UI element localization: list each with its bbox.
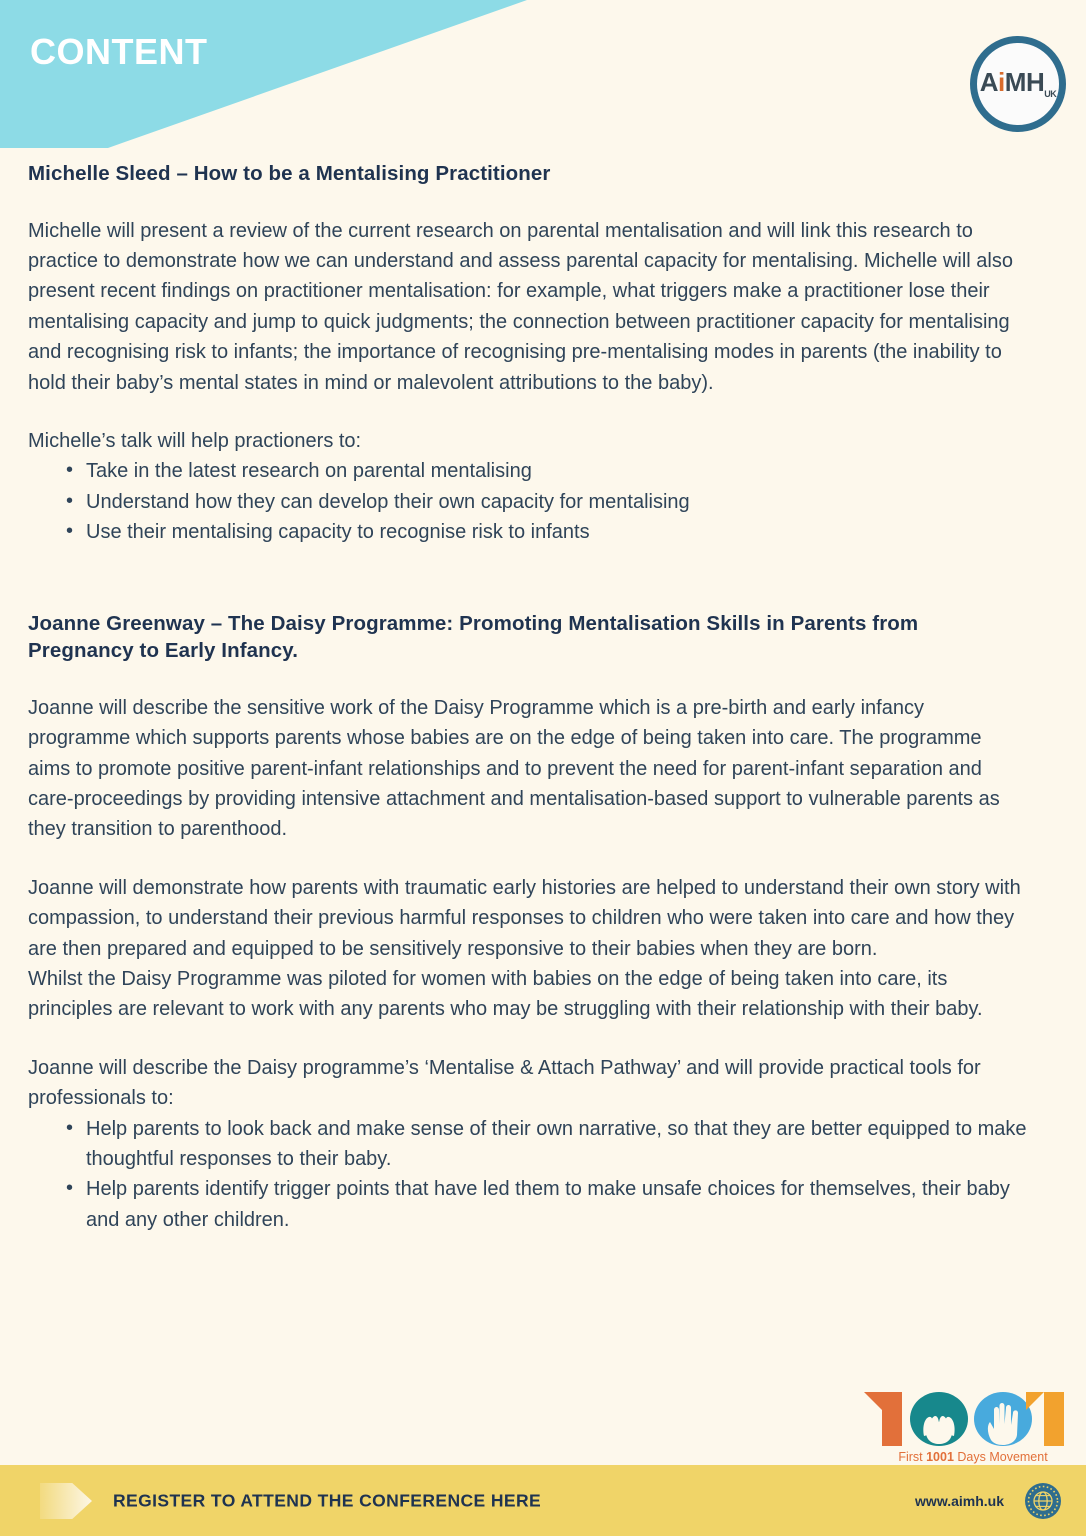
list-item: • Understand how they can develop their own capacity for mentalising — [66, 487, 1028, 517]
list-item: • Help parents to look back and make sense of their own narrative, so that they are better equipped to make thoughtful responses to their baby. — [66, 1114, 1028, 1175]
days-logo-digits — [878, 1392, 1068, 1450]
section-heading-joanne-greenway: Joanne Greenway – The Daisy Programme: Promoting Mentalisation Skills in Parents from Pregnancy to Early Infancy. — [28, 611, 919, 663]
spacer — [28, 188, 1028, 216]
website-url-label: www.aimh.uk — [915, 1492, 1004, 1509]
globe-icon[interactable] — [1024, 1482, 1062, 1520]
aimh-logo-letter-i: i — [998, 66, 1005, 97]
days-logo-caption-suffix: Days Movement — [953, 1450, 1048, 1464]
first-1001-days-movement-logo — [878, 1392, 1068, 1474]
page-footer — [0, 1465, 1086, 1536]
spacer — [28, 845, 1028, 873]
days-logo-caption-number: 1001 — [926, 1450, 954, 1464]
aimh-logo-letters-mh: MH — [1004, 66, 1045, 97]
page-title: CONTENT — [30, 31, 208, 72]
list-item: • Take in the latest research on parental mentalising — [66, 456, 1028, 486]
spacer — [28, 548, 1028, 594]
spacer — [28, 665, 1028, 693]
spacer — [28, 1025, 1028, 1053]
section-heading-michelle-sleed: Michelle Sleed – How to be a Mentalising Practitioner — [28, 162, 551, 185]
section-paragraph: Whilst the Daisy Programme was piloted for women with babies on the edge of being taken into care, its principles are relevant to work with any parents who may be struggling with their relationship with their baby. — [28, 968, 983, 1021]
days-logo-caption — [878, 1450, 1068, 1464]
document-content — [28, 160, 1028, 1235]
section-list-intro: Joanne will describe the Daisy programme’s ‘Mentalise & Attach Pathway’ and will provide practical tools for professionals to: — [28, 1056, 981, 1110]
days-logo-caption-prefix: First — [898, 1450, 927, 1464]
hands-and-heart-icon — [878, 1392, 1068, 1450]
register-conference-link[interactable]: REGISTER TO ATTEND THE CONFERENCE HERE — [113, 1490, 542, 1510]
header-teal-wedge — [0, 0, 1086, 148]
section-paragraph: Joanne will demonstrate how parents with traumatic early histories are helped to understand their own story with compassion, to understand their previous harmful responses to children who were taken into care and how they are then prepared and equipped to be sensitively responsive to their babies when they are born. — [28, 876, 1021, 960]
spacer — [28, 594, 1028, 610]
aimh-logo-suffix-uk: UK — [1044, 89, 1057, 100]
spacer — [28, 398, 1028, 426]
section-paragraph: Michelle will present a review of the current research on parental mentalisation and will link this research to practice to demonstrate how we can understand and assess parental capacity for mentalising. Michelle will also present recent findings on practitioner mentalisation: for example, what triggers make a practitioner lose their mentalising capacity and jump to quick judgments; the connection between practitioner capacity for mentalising and recognising risk to infants; the importance of recognising pre-mentalising modes in parents (the inability to hold their baby’s mental states in mind or malevolent attributions to the baby). — [28, 219, 1013, 394]
list-item: • Use their mentalising capacity to recognise risk to infants — [66, 517, 1028, 547]
list-item: • Help parents identify trigger points that have led them to make unsafe choices for themselves, their baby and any other children. — [66, 1174, 1028, 1235]
chevron-right-icon — [40, 1483, 92, 1519]
section-bullet-list — [28, 1114, 1028, 1236]
section-bullet-list — [28, 456, 1028, 547]
section-list-intro: Michelle’s talk will help practioners to: — [28, 430, 362, 453]
aimh-logo-letter-a: A — [979, 66, 999, 97]
section-paragraph: Joanne will describe the sensitive work of the Daisy Programme which is a pre-birth and early infancy programme which supports parents whose babies are on the edge of being taken into care. The programme aims to promote positive parent-infant relationships and to prevent the need for parent-infant separation and care-proceedings by providing intensive attachment and mentalisation-based support to vulnerable parents as they transition to parenthood. — [28, 696, 1000, 841]
aimh-logo — [970, 36, 1066, 132]
page-header — [0, 0, 1086, 148]
aimh-logo-wordmark — [970, 66, 1066, 100]
